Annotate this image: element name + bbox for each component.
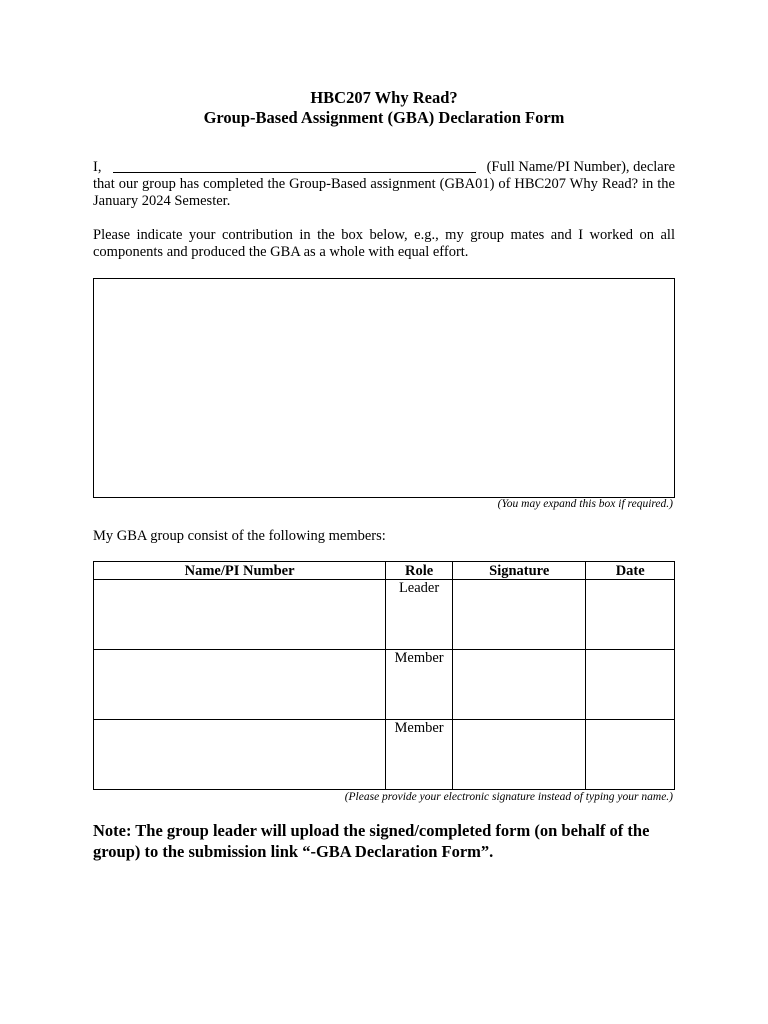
form-title-course: HBC207 Why Read? xyxy=(310,88,458,107)
table-row xyxy=(94,720,675,790)
table-row xyxy=(94,580,675,650)
declaration-first-line xyxy=(93,159,675,176)
declaration-prefix: I, xyxy=(93,159,102,175)
name-cell[interactable] xyxy=(94,720,386,790)
date-cell[interactable] xyxy=(586,720,675,790)
role-cell: Member xyxy=(386,650,453,720)
signature-note: (Please provide your electronic signature instead of typing your name.) xyxy=(344,791,673,803)
signature-cell[interactable] xyxy=(453,720,586,790)
column-header-date: Date xyxy=(586,562,675,580)
signature-cell[interactable] xyxy=(453,580,586,650)
members-intro: My GBA group consist of the following members: xyxy=(93,528,386,544)
column-header-signature: Signature xyxy=(453,562,586,580)
column-header-role: Role xyxy=(386,562,453,580)
signature-cell[interactable] xyxy=(453,650,586,720)
declaration-text: that our group has completed the Group-Based assignment (GBA01) of HBC207 Why Read? in the January 2024 Semester. xyxy=(93,176,675,209)
table-row xyxy=(94,650,675,720)
table-header-row xyxy=(94,562,675,580)
date-cell[interactable] xyxy=(586,650,675,720)
date-cell[interactable] xyxy=(586,580,675,650)
role-cell: Member xyxy=(386,720,453,790)
name-cell[interactable] xyxy=(94,650,386,720)
full-name-field[interactable] xyxy=(113,159,476,173)
declaration-paragraph xyxy=(93,159,675,210)
submission-note: Note: The group leader will upload the signed/completed form (on behalf of the group) to the submission link “-GBA Declaration Form”. xyxy=(93,821,650,861)
members-table xyxy=(93,561,675,790)
contribution-box[interactable] xyxy=(93,278,675,498)
contribution-instruction: Please indicate your contribution in the box below, e.g., my group mates and I worked on all components and produced the GBA as a whole with equal effort. xyxy=(93,227,675,260)
name-cell[interactable] xyxy=(94,580,386,650)
role-cell: Leader xyxy=(386,580,453,650)
form-title: Group-Based Assignment (GBA) Declaration Form xyxy=(203,108,565,127)
declaration-suffix: (Full Name/PI Number), declare xyxy=(486,159,675,175)
column-header-name: Name/PI Number xyxy=(94,562,386,580)
expand-box-note: (You may expand this box if required.) xyxy=(497,498,673,510)
